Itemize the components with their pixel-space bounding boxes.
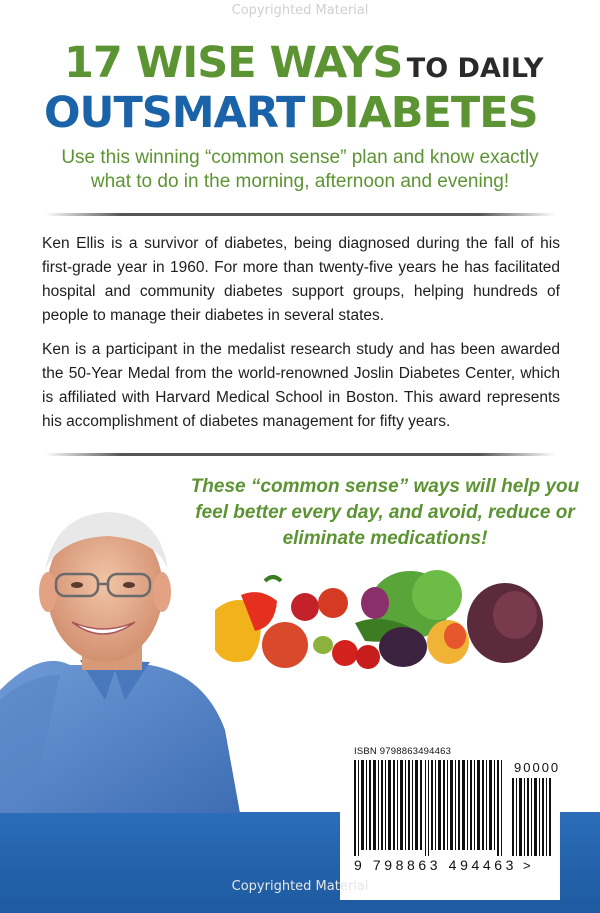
- barcode-addon-bars: [512, 778, 552, 856]
- title-connector: TO DAILY: [406, 53, 544, 84]
- vegetables-fruits-photo: [205, 565, 550, 675]
- copyright-watermark-top: Copyrighted Material: [231, 3, 369, 18]
- title-number-phrase: 17 WISE WAYS: [64, 38, 403, 88]
- author-bio-paragraph-1: Ken Ellis is a survivor of diabetes, being diagnosed during the fall of his first-grade year in 1960. For more than twenty-five years he has facilitated hospital and community diabetes support groups, helping hundreds of people to manage their diabetes in several states.: [42, 235, 560, 324]
- author-bio-paragraph-2: Ken is a participant in the medalist research study and has been awarded the 50-Year Medal from the world-renowned Joslin Diabetes Center, which is affiliated with Harvard Medical School in Boston. This award represents his accomplishment of diabetes management for fifty years.: [42, 341, 560, 430]
- isbn-barcode: [340, 740, 560, 900]
- barcode-arrow: >: [523, 858, 535, 873]
- barcode-bars: [354, 760, 561, 856]
- title-line-2: [44, 88, 538, 138]
- author-photo: [0, 500, 240, 813]
- title-line-1: [64, 38, 543, 88]
- promo-quote: These “common sense” ways will help you feel better every day, and avoid, reduce or eliminate medications!: [190, 476, 580, 549]
- barcode-addon-number: 90000: [514, 760, 561, 775]
- title-outsmart: OUTSMART: [44, 88, 305, 138]
- isbn-label: ISBN 9798863494463: [354, 746, 452, 757]
- copyright-watermark-bottom: Copyrighted Material: [231, 879, 369, 894]
- barcode-main-bars: [354, 760, 504, 856]
- title-diabetes: DIABETES: [308, 88, 538, 138]
- divider-bottom: [45, 453, 555, 456]
- tagline: Use this winning “common sense” plan and know exactly what to do in the morning, afternoon and evening!: [61, 147, 539, 192]
- barcode-digits: [354, 857, 546, 873]
- barcode-number: 9 798863 494463: [354, 857, 517, 873]
- divider-top: [45, 213, 555, 216]
